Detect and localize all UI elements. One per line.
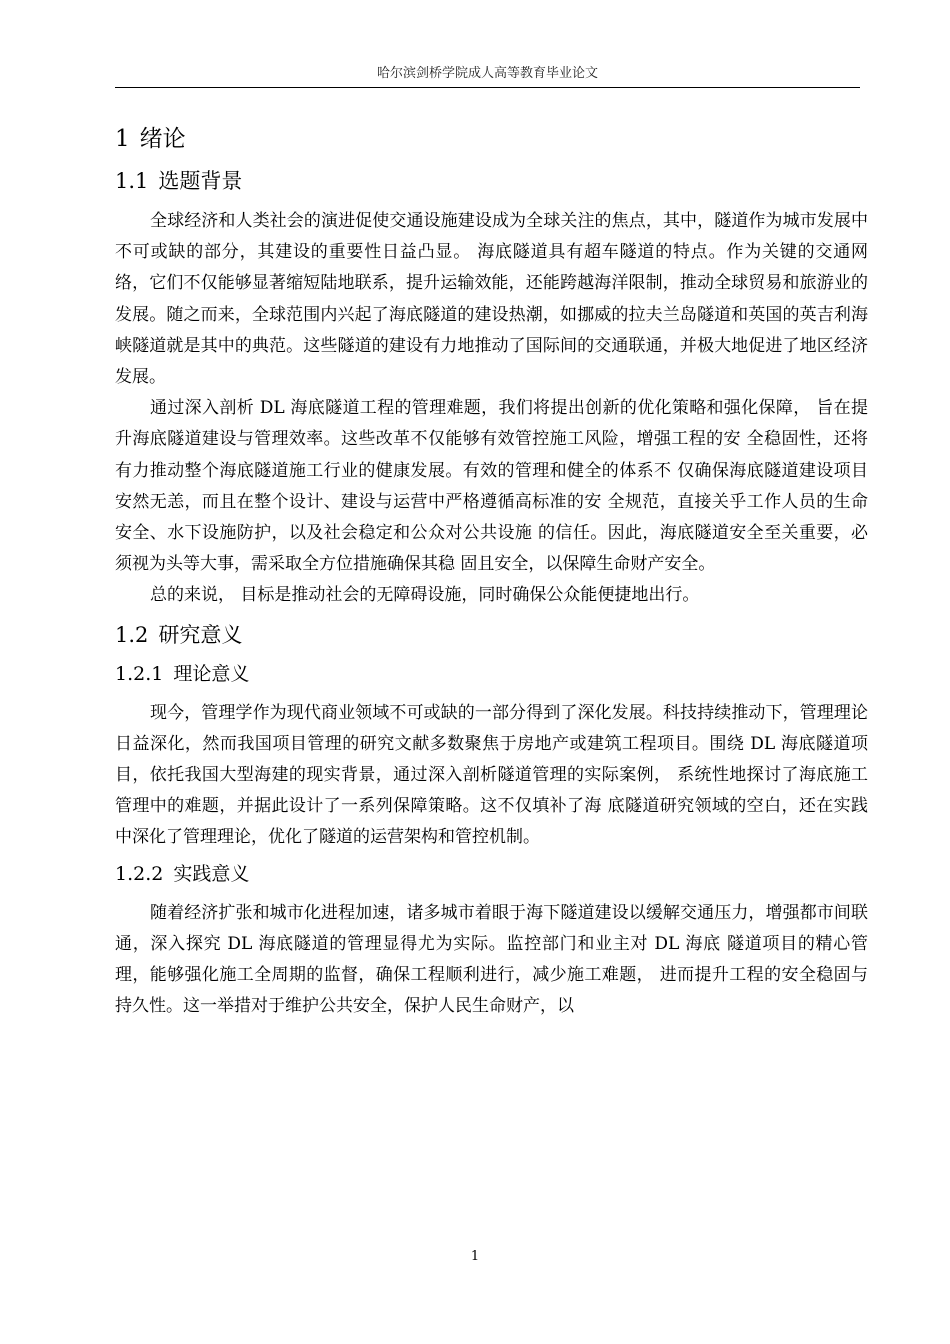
body-paragraph: 通过深入剖析 DL 海底隧道工程的管理难题，我们将提出创新的优化策略和强化保障， 旨在提升海底隧道建设与管理效率。这些改革不仅能够有效管控施工风险，增强工程的安 全稳固性，还将有力推动整个海底隧道施工行业的健康发展。有效的管理和健全的体系不 仅确保海底隧道建设项目安然无恙，而且在整个设计、建设与运营中严格遵循高标准的安 全规范，直接关乎工作人员的生命安全、水下设施防护，以及社会稳定和公众对公共设施 的信任。因此，海底隧道安全至关重要，必须视为头等大事，需采取全方位措施确保其稳 固且安全，以保障生命财产安全。	[115, 398, 868, 575]
subsection-title: 理论意义	[173, 662, 250, 685]
chapter-number: 1	[115, 126, 130, 152]
chapter-title: 绪论	[139, 126, 186, 152]
section-number: 1.1	[115, 169, 149, 193]
running-header: 哈尔滨剑桥学院成人高等教育毕业论文	[376, 66, 598, 81]
section-heading	[115, 166, 868, 196]
body-paragraph: 随着经济扩张和城市化进程加速，诸多城市着眼于海下隧道建设以缓解交通压力，增强都市间联通，深入探究 DL 海底隧道的管理显得尤为实际。监控部门和业主对 DL 海底 隧道项目的精心管理，能够强化施工全周期的监督，确保工程顺利进行，减少施工难题， 进而提升工程的安全稳固与持久性。这一举措对于维护公共安全，保护人民生命财产，以	[115, 902, 868, 1017]
page-body	[115, 122, 868, 1022]
subsection-heading	[115, 660, 868, 688]
chapter-heading	[115, 122, 868, 156]
section-heading	[115, 620, 868, 650]
subsection-title: 实践意义	[173, 862, 250, 885]
subsection-number: 1.2.2	[115, 862, 164, 885]
subsection-heading	[115, 860, 868, 888]
body-paragraph: 总的来说， 目标是推动社会的无障碍设施，同时确保公众能便捷地出行。	[150, 585, 700, 606]
section-title: 研究意义	[158, 622, 243, 647]
section-title: 选题背景	[158, 169, 243, 193]
page-number: 1	[470, 1249, 480, 1264]
section-number: 1.2	[115, 622, 149, 647]
body-paragraph: 全球经济和人类社会的演进促使交通设施建设成为全球关注的焦点，其中，隧道作为城市发展中不可或缺的部分，其建设的重要性日益凸显。 海底隧道具有超车隧道的特点。作为关键的交通网络，它们不仅能够显著缩短陆地联系，提升运输效能，还能跨越海洋限制，推动全球贸易和旅游业的发展。随之而来，全球范围内兴起了海底隧道的建设热潮，如挪威的拉夫兰岛隧道和英国的英吉利海峡隧道就是其中的典范。这些隧道的建设有力地推动了国际间的交通联通，并极大地促进了地区经济发展。	[115, 211, 868, 388]
header-rule	[115, 87, 860, 88]
subsection-number: 1.2.1	[115, 662, 164, 685]
body-paragraph: 现今，管理学作为现代商业领域不可或缺的一部分得到了深化发展。科技持续推动下，管理理论日益深化，然而我国项目管理的研究文献多数聚焦于房地产或建筑工程项目。围绕 DL 海底隧道项目，依托我国大型海建的现实背景，通过深入剖析隧道管理的实际案例， 系统性地探讨了海底施工管理中的难题，并据此设计了一系列保障策略。这不仅填补了海 底隧道研究领域的空白，还在实践中深化了管理理论，优化了隧道的运营架构和管控机制。	[115, 702, 868, 848]
